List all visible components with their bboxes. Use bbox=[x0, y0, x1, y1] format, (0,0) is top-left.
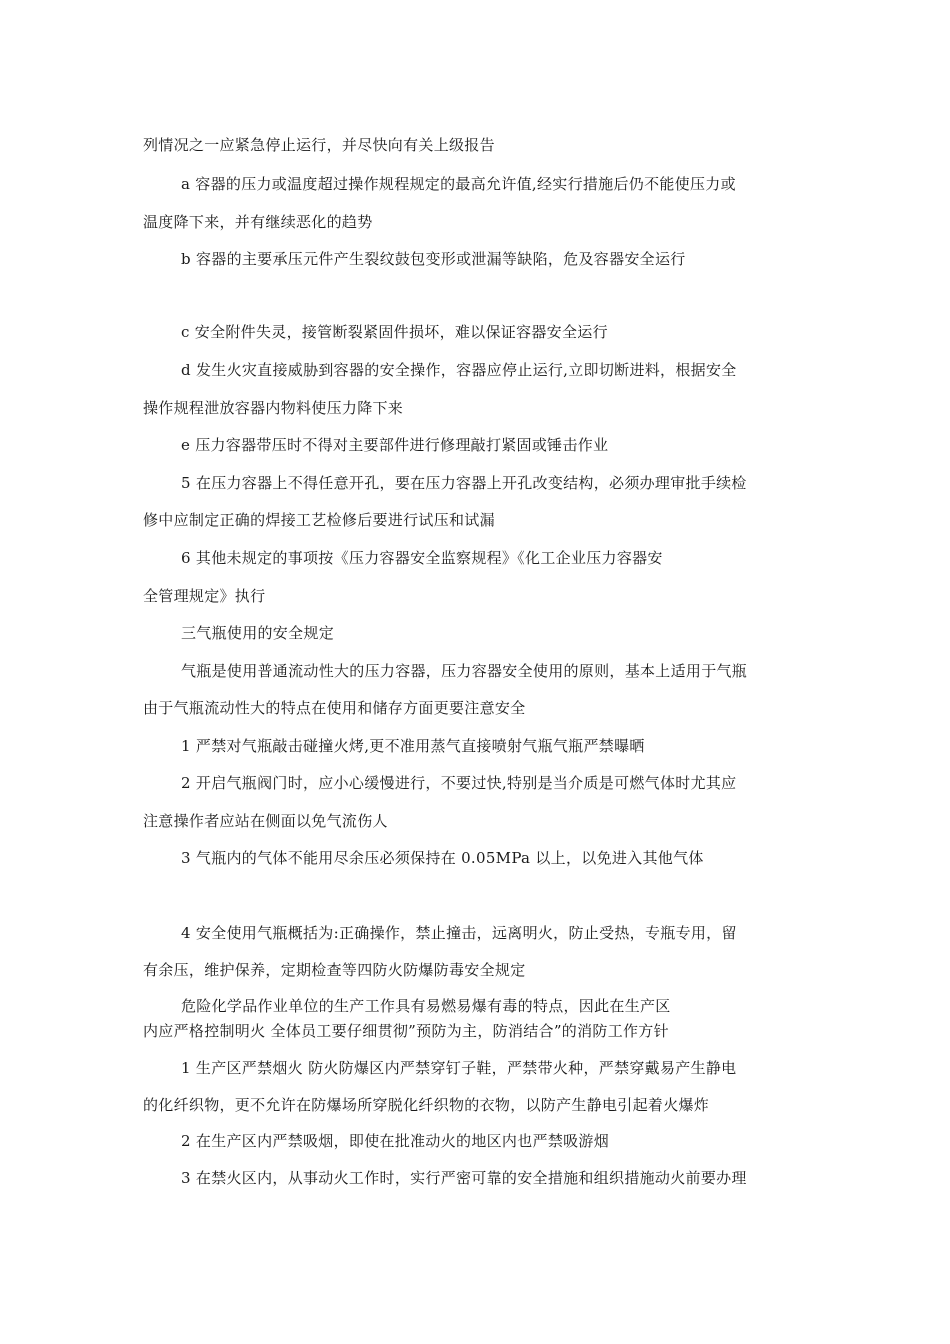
text-line: 3 气瓶内的气体不能用尽余压必须保持在 0.05MPa 以上，以免进入其他气体 bbox=[181, 849, 704, 867]
text-line: a 容器的压力或温度超过操作规程规定的最高允许值,经实行措施后仍不能使压力或 bbox=[181, 175, 736, 193]
text-line: c 安全附件失灵，接管断裂紧固件损坏，难以保证容器安全运行 bbox=[181, 323, 608, 341]
text-line: 由于气瓶流动性大的特点在使用和储存方面更要注意安全 bbox=[143, 699, 526, 717]
text-line: 5 在压力容器上不得任意开孔，要在压力容器上开孔改变结构，必须办理审批手续检 bbox=[181, 474, 747, 492]
text-line: 6 其他未规定的事项按《压力容器安全监察规程》《化工企业压力容器安 bbox=[181, 549, 663, 567]
text-line: 危险化学品作业单位的生产工作具有易燃易爆有毒的特点，因此在生产区 bbox=[181, 997, 671, 1015]
text-line: b 容器的主要承压元件产生裂纹鼓包变形或泄漏等缺陷，危及容器安全运行 bbox=[181, 250, 686, 268]
text-line: 内应严格控制明火 全体员工要仔细贯彻”预防为主，防消结合”的消防工作方针 bbox=[143, 1022, 669, 1040]
section-heading: 三气瓶使用的安全规定 bbox=[181, 624, 335, 642]
text-line: 1 严禁对气瓶敲击碰撞火烤,更不准用蒸气直接喷射气瓶气瓶严禁曝晒 bbox=[181, 737, 645, 755]
text-line: 温度降下来，并有继续恶化的趋势 bbox=[143, 213, 373, 231]
text-line: 2 开启气瓶阀门时，应小心缓慢进行，不要过快,特别是当介质是可燃气体时尤其应 bbox=[181, 774, 737, 792]
text-line: 的化纤织物，更不允许在防爆场所穿脱化纤织物的衣物，以防产生静电引起着火爆炸 bbox=[143, 1096, 710, 1114]
text-line: 全管理规定》执行 bbox=[143, 587, 266, 605]
text-line: 气瓶是使用普通流动性大的压力容器，压力容器安全使用的原则，基本上适用于气瓶 bbox=[181, 662, 748, 680]
text-line: 3 在禁火区内，从事动火工作时，实行严密可靠的安全措施和组织措施动火前要办理 bbox=[181, 1169, 747, 1187]
text-line: 有余压，维护保养，定期检查等四防火防爆防毒安全规定 bbox=[143, 961, 526, 979]
text-line: 列情况之一应紧急停止运行，并尽快向有关上级报告 bbox=[143, 136, 495, 154]
text-line: 1 生产区严禁烟火 防火防爆区内严禁穿钉子鞋，严禁带火种，严禁穿戴易产生静电 bbox=[181, 1059, 737, 1077]
text-line: 修中应制定正确的焊接工艺检修后要进行试压和试漏 bbox=[143, 511, 495, 529]
text-line: e 压力容器带压时不得对主要部件进行修理敲打紧固或锤击作业 bbox=[181, 436, 609, 454]
text-line: 操作规程泄放容器内物料使压力降下来 bbox=[143, 399, 404, 417]
text-line: 2 在生产区内严禁吸烟，即使在批准动火的地区内也严禁吸游烟 bbox=[181, 1132, 610, 1150]
text-line: 4 安全使用气瓶概括为:正确操作，禁止撞击，远离明火，防止受热，专瓶专用，留 bbox=[181, 924, 737, 942]
text-line: 注意操作者应站在侧面以免气流伤人 bbox=[143, 812, 388, 830]
text-line: d 发生火灾直接威胁到容器的安全操作，容器应停止运行,立即切断进料，根据安全 bbox=[181, 361, 737, 379]
